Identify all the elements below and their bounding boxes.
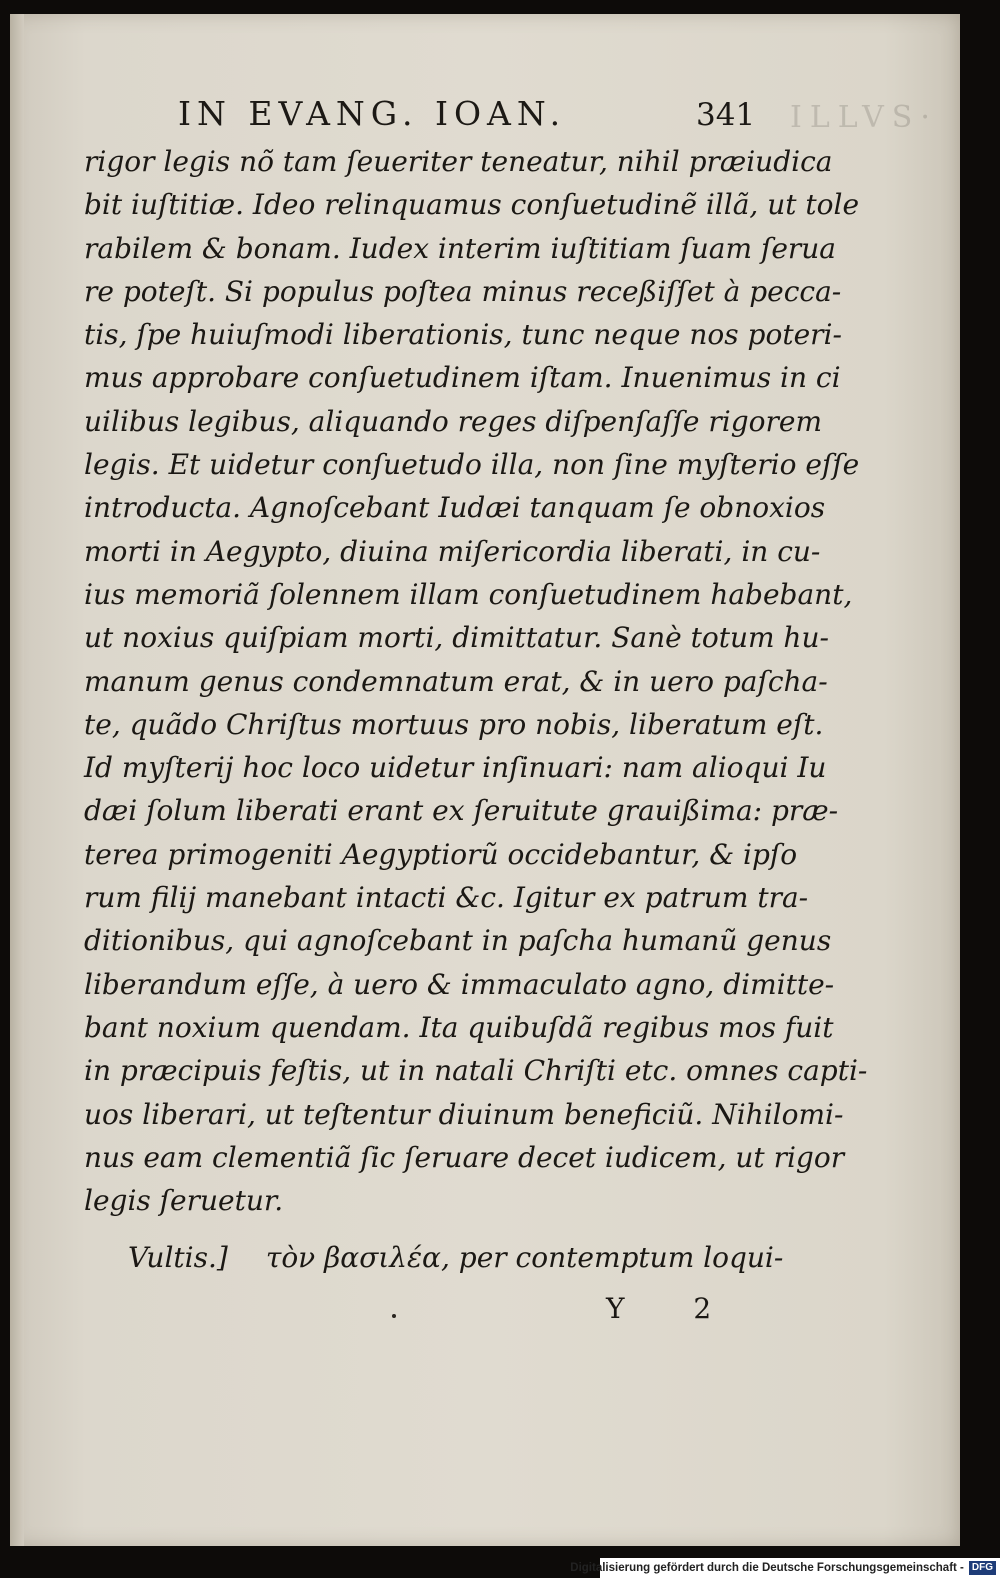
main-text-block — [84, 140, 868, 1280]
text-line: ditionibus, qui agnoſcebant in paſcha humanũ genus — [84, 924, 832, 958]
text-line: terea primogeniti Aegyptiorũ occidebantur, & ipſo — [84, 837, 798, 871]
annotation-line — [84, 1236, 784, 1280]
text-line: ut noxius quiſpiam morti, dimittatur. Sanè totum hu- — [84, 621, 829, 655]
text-line: ius memoriã ſolennem illam conſuetudinem habebant, — [84, 577, 853, 611]
signature-mark: Y 2 — [606, 1292, 742, 1325]
text-line: legis. Et uidetur conſuetudo illa, non ſine myſterio eſſe — [84, 448, 860, 482]
text-line: in præcipuis feſtis, ut in natali Chriſti etc. omnes capti- — [84, 1054, 868, 1088]
footer-credit: Digitalisierung gefördert durch die Deutsche Forschungsgemeinschaft - — [570, 1562, 964, 1574]
annotation-text: τὸν βασιλέα, per contemptum loqui- — [265, 1241, 784, 1275]
text-line: rum filij manebant intacti &c. Igitur ex patrum tra- — [84, 881, 809, 915]
text-line: morti in Aegypto, diuina miſericordia liberati, in cu- — [84, 534, 821, 568]
text-line: mus approbare conſuetudinem iſtam. Inuenimus in ci — [84, 361, 841, 395]
page-gutter — [10, 14, 24, 1546]
text-line: rigor legis nõ tam ſeueriter teneatur, nihil præiudica — [84, 145, 833, 178]
ink-dot — [392, 1314, 396, 1318]
text-line: nus eam clementiã ſic ſeruare decet iudicem, ut rigor — [84, 1140, 845, 1174]
page-number: 341 — [696, 97, 756, 133]
text-line: Id myſterij hoc loco uidetur inſinuari: nam alioqui Iu — [84, 751, 827, 785]
text-line: legis ſeruetur. — [84, 1184, 284, 1218]
text-line: bit iuſtitiæ. Ideo relinquamus conſuetudinẽ illã, ut tole — [84, 188, 860, 222]
text-line: rabilem & bonam. Iudex interim iuſtitiam ſuam ſerua — [84, 231, 836, 265]
text-line: uos liberari, ut teſtentur diuinum beneficiũ. Nihilomi- — [84, 1097, 844, 1131]
text-line: manum genus condemnatum erat, & in uero paſcha- — [84, 664, 828, 698]
digitization-footer — [570, 1558, 1000, 1578]
paragraph-gap — [84, 1222, 764, 1236]
text-line: dæi ſolum liberati erant ex ſeruitute grauißima: præ- — [84, 794, 839, 828]
annotation-lemma: Vultis.] — [128, 1241, 228, 1275]
book-page — [10, 14, 960, 1546]
text-line: bant noxium quendam. Ita quibuſdã regibus mos fuit — [84, 1010, 834, 1044]
text-line: uilibus legibus, aliquando reges diſpenſaſſe rigorem — [84, 404, 822, 438]
dfg-logo[interactable]: DFG — [969, 1561, 996, 1575]
text-line: liberandum eſſe, à uero & immaculato agno, dimitte- — [84, 967, 835, 1001]
text-line: te, quãdo Chriſtus mortuus pro nobis, liberatum eſt. — [84, 707, 824, 741]
text-line: introducta. Agnoſcebant Iudæi tanquam ſe obnoxios — [84, 491, 826, 525]
text-line: tis, ſpe huiuſmodi liberationis, tunc neque nos poteri- — [84, 318, 842, 352]
running-head: IN EVANG. IOAN. — [178, 94, 567, 133]
text-line: re poteſt. Si populus poſtea minus receßiſſet à pecca- — [84, 274, 842, 308]
bleed-through-text: ILLVS· — [790, 100, 938, 135]
